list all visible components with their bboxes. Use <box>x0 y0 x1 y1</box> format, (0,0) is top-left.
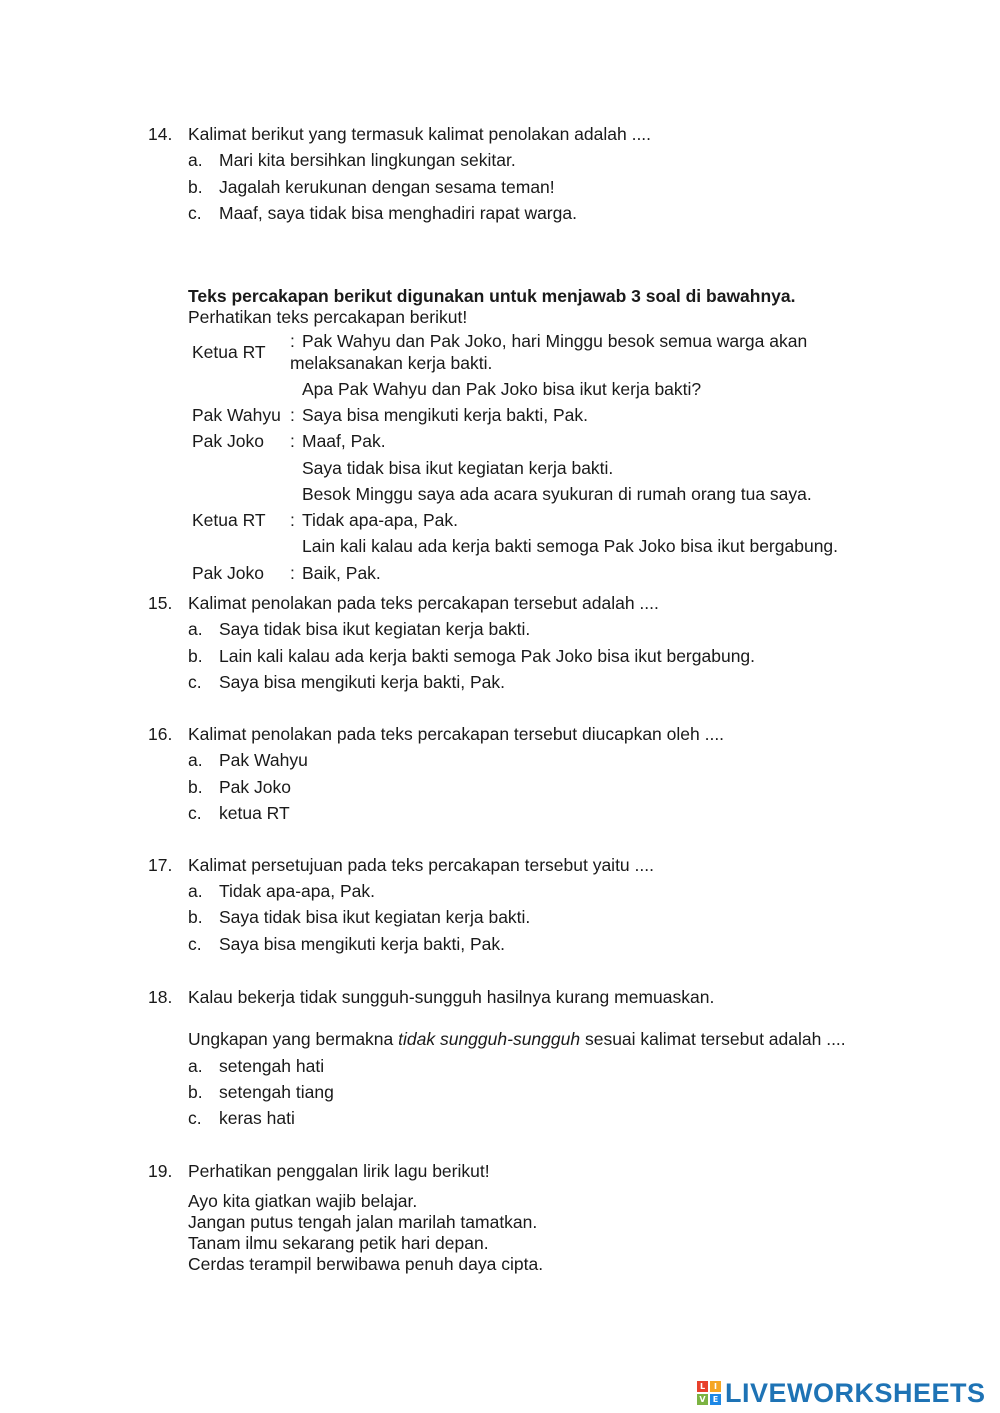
q17-option-a-letter[interactable]: a. <box>188 881 203 901</box>
logo-cell-e: E <box>710 1394 721 1405</box>
q14-option-b-text[interactable]: Jagalah kerukunan dengan sesama teman! <box>219 177 555 197</box>
q14-option-c-text[interactable]: Maaf, saya tidak bisa menghadiri rapat warga. <box>219 203 577 223</box>
q17-option-c-letter[interactable]: c. <box>188 934 202 954</box>
dialog-speaker: Pak Joko <box>192 563 264 583</box>
question-17-text: Kalimat persetujuan pada teks percakapan tersebut yaitu .... <box>188 855 654 875</box>
q16-option-a-letter[interactable]: a. <box>188 750 203 770</box>
dialog-line: Saya bisa mengikuti kerja bakti, Pak. <box>302 405 588 425</box>
q18-option-c-letter[interactable]: c. <box>188 1108 202 1128</box>
question-18-number: 18. <box>148 987 173 1007</box>
lyric-line: Cerdas terampil berwibawa penuh daya cipta. <box>188 1254 544 1274</box>
q14-option-b-letter[interactable]: b. <box>188 177 203 197</box>
dialog-line: Tidak apa-apa, Pak. <box>302 510 458 530</box>
q18-option-b-letter[interactable]: b. <box>188 1082 203 1102</box>
q17-option-b-text[interactable]: Saya tidak bisa ikut kegiatan kerja bakti. <box>219 907 531 927</box>
q15-option-b-letter[interactable]: b. <box>188 646 203 666</box>
q17-option-b-letter[interactable]: b. <box>188 907 203 927</box>
q17-option-a-text[interactable]: Tidak apa-apa, Pak. <box>219 881 375 901</box>
lyric-line: Tanam ilmu sekarang petik hari depan. <box>188 1233 489 1253</box>
dialog-line: Besok Minggu saya ada acara syukuran di rumah orang tua saya. <box>302 484 812 504</box>
question-18-text-post: sesuai kalimat tersebut adalah .... <box>580 1029 846 1049</box>
brand-name: LIVEWORKSHEETS <box>725 1377 986 1408</box>
question-19-number: 19. <box>148 1161 173 1181</box>
question-18-sentence: Kalau bekerja tidak sungguh-sungguh hasilnya kurang memuaskan. <box>188 987 715 1007</box>
dialog-speaker: Ketua RT <box>192 510 266 530</box>
dialog-line: Saya tidak bisa ikut kegiatan kerja bakti. <box>302 458 614 478</box>
question-18-text-emphasis: tidak sungguh-sungguh <box>398 1029 581 1049</box>
q15-option-a-text[interactable]: Saya tidak bisa ikut kegiatan kerja bakti. <box>219 619 531 639</box>
question-14-number: 14. <box>148 124 173 144</box>
dialog-intro: Perhatikan teks percakapan berikut! <box>188 307 468 327</box>
liveworksheets-logo <box>697 1376 986 1410</box>
dialog-colon: : <box>290 405 295 425</box>
lyric-line: Ayo kita giatkan wajib belajar. <box>188 1191 418 1211</box>
q14-option-a-text[interactable]: Mari kita bersihkan lingkungan sekitar. <box>219 150 516 170</box>
question-16-number: 16. <box>148 724 173 744</box>
dialog-speaker: Ketua RT <box>192 342 266 362</box>
q14-option-a-letter[interactable]: a. <box>188 150 203 170</box>
dialog-colon: : <box>290 510 295 530</box>
question-15-number: 15. <box>148 593 173 613</box>
dialog-colon: : <box>290 431 295 451</box>
dialog-heading: Teks percakapan berikut digunakan untuk menjawab 3 soal di bawahnya. <box>188 286 796 306</box>
logo-icon <box>697 1381 721 1405</box>
question-14-text: Kalimat berikut yang termasuk kalimat penolakan adalah .... <box>188 124 652 144</box>
q18-option-b-text[interactable]: setengah tiang <box>219 1082 334 1102</box>
q18-option-c-text[interactable]: keras hati <box>219 1108 295 1128</box>
dialog-colon: : <box>290 331 295 351</box>
question-18-text-pre: Ungkapan yang bermakna <box>188 1029 399 1049</box>
dialog-line: Pak Wahyu dan Pak Joko, hari Minggu besok semua warga akan <box>302 331 808 351</box>
q15-option-c-letter[interactable]: c. <box>188 672 202 692</box>
question-15-text: Kalimat penolakan pada teks percakapan tersebut adalah .... <box>188 593 659 613</box>
dialog-line: Baik, Pak. <box>302 563 381 583</box>
q17-option-c-text[interactable]: Saya bisa mengikuti kerja bakti, Pak. <box>219 934 505 954</box>
dialog-line: Lain kali kalau ada kerja bakti semoga Pak Joko bisa ikut bergabung. <box>302 536 839 556</box>
lyric-line: Jangan putus tengah jalan marilah tamatkan. <box>188 1212 538 1232</box>
q18-option-a-letter[interactable]: a. <box>188 1056 203 1076</box>
dialog-line: Apa Pak Wahyu dan Pak Joko bisa ikut kerja bakti? <box>302 379 702 399</box>
q16-option-a-text[interactable]: Pak Wahyu <box>219 750 308 770</box>
q18-option-a-text[interactable]: setengah hati <box>219 1056 325 1076</box>
dialog-line: Maaf, Pak. <box>302 431 386 451</box>
logo-cell-v: V <box>697 1394 708 1405</box>
logo-cell-i: I <box>710 1381 721 1392</box>
q15-option-c-text[interactable]: Saya bisa mengikuti kerja bakti, Pak. <box>219 672 505 692</box>
question-18-text <box>188 1029 846 1050</box>
dialog-colon: : <box>290 563 295 583</box>
dialog-speaker: Pak Joko <box>192 431 264 451</box>
q15-option-a-letter[interactable]: a. <box>188 619 203 639</box>
q16-option-b-text[interactable]: Pak Joko <box>219 777 291 797</box>
q15-option-b-text[interactable]: Lain kali kalau ada kerja bakti semoga Pak Joko bisa ikut bergabung. <box>219 646 756 666</box>
q14-option-c-letter[interactable]: c. <box>188 203 202 223</box>
q16-option-b-letter[interactable]: b. <box>188 777 203 797</box>
q16-option-c-text[interactable]: ketua RT <box>219 803 290 823</box>
dialog-line: melaksanakan kerja bakti. <box>290 353 493 373</box>
dialog-speaker: Pak Wahyu <box>192 405 281 425</box>
question-17-number: 17. <box>148 855 173 875</box>
logo-cell-l: L <box>697 1381 708 1392</box>
question-16-text: Kalimat penolakan pada teks percakapan tersebut diucapkan oleh .... <box>188 724 725 744</box>
question-19-text: Perhatikan penggalan lirik lagu berikut! <box>188 1161 490 1181</box>
q16-option-c-letter[interactable]: c. <box>188 803 202 823</box>
